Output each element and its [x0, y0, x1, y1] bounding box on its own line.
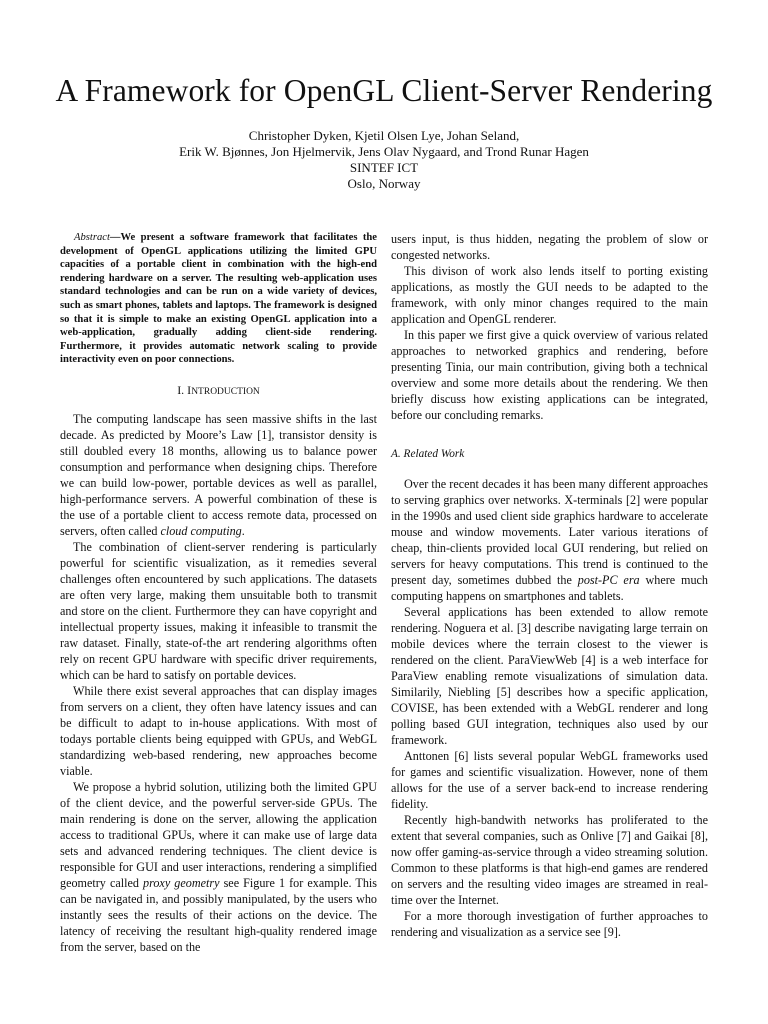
- author-line-2: Erik W. Bjønnes, Jon Hjelmervik, Jens Olav Nygaard, and Trond Runar Hagen: [179, 144, 589, 159]
- paragraph: The combination of client-server rendering is particularly powerful for scientific visualization, as it remedies several challenges often encountered by such applications. The datasets are often very large, making them unsuitable both to transmit and store on the client. Furthermore they can have copyright and intellectual property issues, making it infeasible to transmit the raw dataset. Finally, state-of-the art rendering algorithms often rely on recent GPU hardware with specific driver requirements, which can be hard to satisfy on portable devices.: [60, 539, 377, 682]
- emphasis-term: post-PC era: [577, 573, 640, 587]
- section-heading-introduction: [60, 382, 377, 400]
- emphasis-term: cloud computing: [160, 523, 242, 538]
- abstract-body: —We present a software framework that facilitates the development of OpenGL applications utilizing the limited GPU capacities of a portable client in combination with the high-end rendering hardware on a server. The resulting web-application uses standard technologies and can be run on a wide variety of devices, such as smart phones, tablets and laptops. The framework is designed so that it is simple to make an existing OpenGL application into a web-application, gradually adding client-side rendering. Furthermore, it provides automatic network scaling to provide interactivity even on poor connections.: [60, 232, 377, 366]
- paragraph: Anttonen [6] lists several popular WebGL frameworks used for games and scientific visualization. However, none of them allows for the use of a server back-end to increase rendering fidelity.: [391, 749, 708, 811]
- paragraph-text: Over the recent decades it has been many different approaches to serving graphics over networks. X-terminals [2] were popular in the 1990s and used client side graphics hardware to accelerate mouse and window movements. Later various iterations of cheap, thin-clients provided local GUI rendering, but relied on servers for heavy computations. This trend is continued to the present day, sometimes dubbed the: [391, 477, 708, 587]
- paragraph-continued: users input, is thus hidden, negating the problem of slow or congested networks.: [391, 232, 708, 262]
- paragraph-text: where much computing happens on smartphones and tablets.: [391, 573, 709, 603]
- author-line-1: Christopher Dyken, Kjetil Olsen Lye, Johan Seland,: [248, 128, 520, 143]
- emphasis-term: proxy geometry: [143, 875, 220, 890]
- paragraph-text: .: [241, 523, 245, 538]
- paragraph: Recently high-bandwith networks has proliferated to the extent that several companies, such as Onlive [7] and Gaikai [8], now offer gaming-as-service through a video streaming solution. Common to these platforms is that high-end games are rendered on servers and the resulting video images are streamed in real-time over the Internet.: [391, 813, 708, 907]
- author-block: [0, 128, 768, 192]
- subsection-heading-related-work: A. Related Work: [391, 448, 465, 460]
- location: Oslo, Norway: [347, 176, 421, 191]
- paragraph: For a more thorough investigation of further approaches to rendering and visualization as a service see [9].: [391, 909, 708, 939]
- paragraph: Several applications has been extended to allow remote rendering. Noguera et al. [3] describe navigating large terrain on mobile devices where the terrain closest to the viewer is rendered on the client. ParaViewWeb [4] is a web interface for ParaView enabling remote visualizations of simulation data. Similarily, Niebling [5] describes how a specific application, COVISE, has been extended with a WebGL renderer and long polling based GUI integration, techniques also used by our framework.: [391, 605, 708, 747]
- left-column: [60, 231, 377, 955]
- paragraph-text: We propose a hybrid solution, utilizing both the limited GPU of the client device, and the powerful server-side GPUs. The main rendering is done on the server, allowing the application access to traditional GPUs, where it can make use of large data sets and advanced rendering techniques. The client device is responsible for GUI and user interactions, rendering a simplified geometry called: [60, 779, 377, 890]
- affiliation: SINTEF ICT: [349, 160, 419, 175]
- right-column: [391, 231, 708, 940]
- paragraph: [60, 779, 377, 955]
- paragraph: While there exist several approaches that can display images from servers on a client, they often have latency issues and can be difficult to adapt to in-house applications. With most of todays portable clients being equipped with GPUs, and WebGL standardizing web-based rendering, new approaches become viable.: [60, 683, 377, 778]
- paragraph: [60, 411, 377, 539]
- abstract: [60, 231, 377, 367]
- abstract-label: Abstract: [74, 232, 110, 243]
- paragraph: This divison of work also lends itself to porting existing applications, as mostly the GUI needs to be adapted to the framework, with only minor changes required to the main application and OpenGL renderer.: [391, 264, 708, 326]
- section-number: I. I: [177, 382, 192, 397]
- paper-title: A Framework for OpenGL Client-Server Rendering: [55, 73, 713, 108]
- paragraph: In this paper we first give a quick overview of various related approaches to networked graphics and rendering, before presenting Tinia, our main contribution, giving both a technical overview and some more details about the rendering. We then briefly discuss how existing applications can be integrated, before our concluding remarks.: [391, 328, 708, 422]
- paragraph-text: The computing landscape has seen massive shifts in the last decade. As predicted by Moore’s Law [1], transistor density is still doubled every 18 months, allowing us to balance power consumption and performance when designing chips. Therefore we can build low-power, portable devices as well as parallel, high-performance servers. A powerful combination of these is the use of a portable client to access remote data, processed on servers, often called: [60, 411, 377, 538]
- paragraph: [391, 476, 708, 604]
- section-title: NTRODUCTION: [191, 386, 260, 397]
- paragraph-text: see Figure 1 for example. This can be navigated in, and possibly manipulated, by the users who instantly sees the results of their actions on the device. The latency of receiving the resultant high-quality rendered image from the server, based on the: [60, 875, 377, 954]
